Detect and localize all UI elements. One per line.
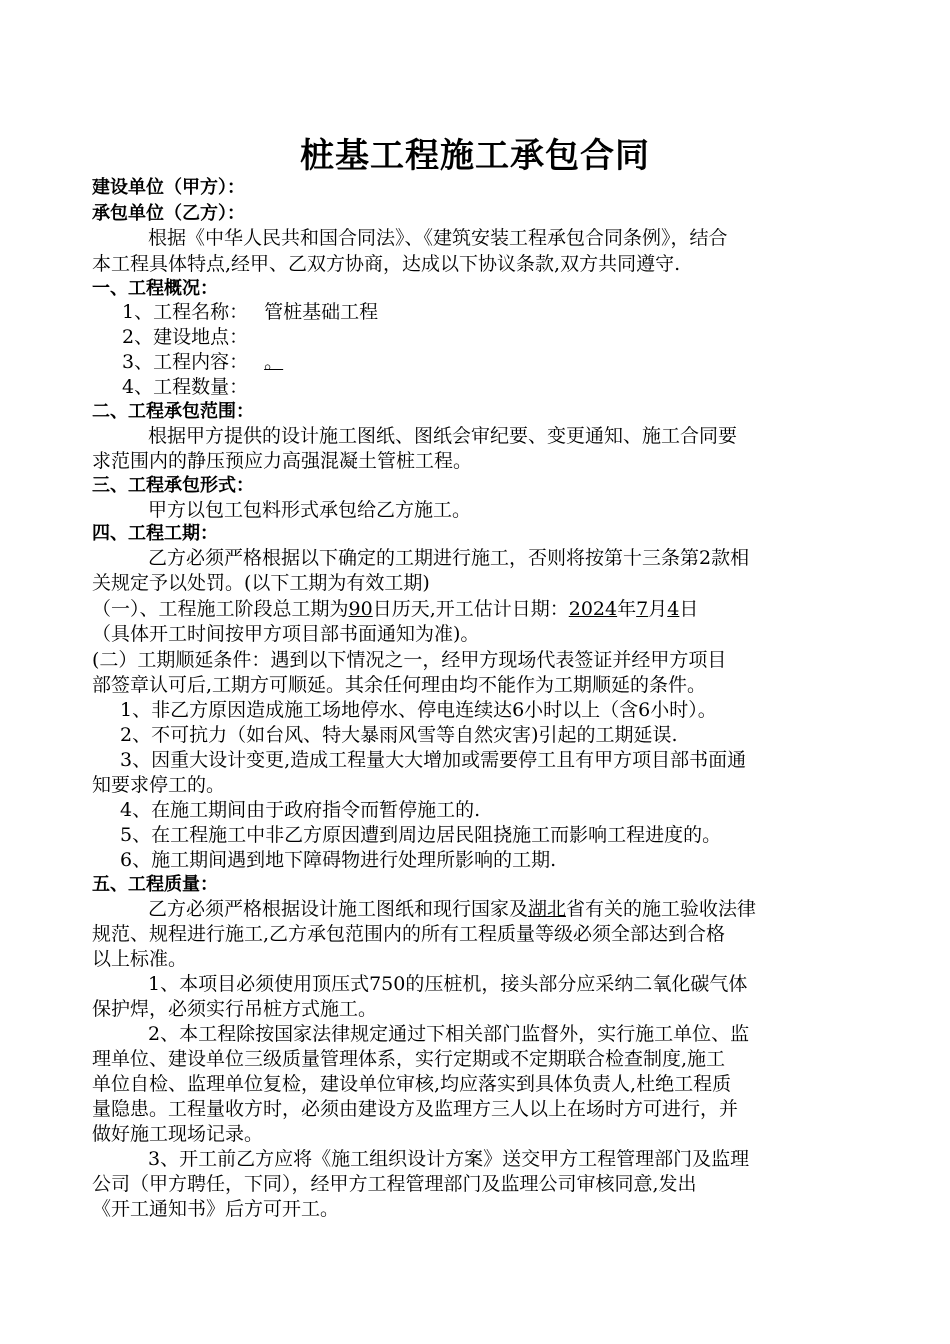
site-label: 2、建设地点： (122, 326, 249, 348)
paragraph-line: 规范、规程进行施工,乙方承包范围内的所有工程质量等级必须全部达到合格 (92, 923, 726, 945)
section-heading: 四、工程工期： (92, 523, 218, 544)
paragraph-line: 关规定予以处罚。(以下工期为有效工期) (92, 572, 430, 594)
intro-line: 根据《中华人民共和国合同法》、《建筑安装工程承包合同条例》，结合 (148, 227, 728, 249)
paragraph-line: 公司（甲方聘任，下同），经甲方工程管理部门及监理公司审核同意,发出 (92, 1173, 697, 1195)
paragraph-text: 乙方必须严格根据设计施工图纸和现行国家及 (148, 898, 529, 920)
unit-text: 月 (648, 598, 668, 620)
section-heading: 三、工程承包形式： (92, 475, 254, 496)
project-name-label: 1、工程名称： (122, 301, 249, 323)
total-days-value: 90 (348, 598, 373, 620)
quality-line (148, 897, 756, 921)
paragraph-line: 保护焊，必须实行吊桩方式施工。 (92, 998, 378, 1020)
paragraph-line: 3、开工前乙方应将《施工组织设计方案》送交甲方工程管理部门及监理 (148, 1148, 750, 1170)
start-day-value: 4 (667, 598, 680, 620)
schedule-text: （一）、工程施工阶段总工期为 (92, 598, 349, 620)
paragraph-line: 部签章认可后,工期方可顺延。其余任何理由均不能作为工期顺延的条件。 (92, 674, 707, 696)
unit-text: 日 (679, 598, 699, 620)
paragraph-line: 求范围内的静压预应力高强混凝土管桩工程。 (92, 450, 473, 472)
party-a-label: 建设单位（甲方）： (92, 177, 245, 198)
list-item: 1、非乙方原因造成施工场地停水、停电连续达6小时以上（含6小时）。 (120, 699, 717, 721)
list-item: 2、不可抗力（如台风、特大暴雨风雪等自然灾害)引起的工期延误. (120, 724, 678, 746)
content-value: 。 (264, 351, 284, 373)
start-month-value: 7 (636, 598, 649, 620)
content-row (122, 350, 283, 374)
section-heading: 一、工程概况： (92, 278, 218, 299)
quantity-label: 4、工程数量： (122, 376, 249, 398)
paragraph-text: 省有关的施工验收法律 (566, 898, 757, 920)
paragraph-line: 《开工通知书》后方可开工。 (92, 1198, 340, 1220)
document-title: 桩基工程施工承包合同 (300, 136, 650, 176)
province-value: 湖北 (528, 898, 567, 920)
paragraph-line: (二）工期顺延条件：遇到以下情况之一，经甲方现场代表签证并经甲方项目 (92, 649, 727, 671)
list-item-continued: 知要求停工的。 (92, 774, 226, 796)
unit-text: 年 (617, 598, 637, 620)
list-item: 4、在施工期间由于政府指令而暂停施工的. (120, 799, 481, 821)
paragraph-line: 量隐患。工程量收方时，必须由建设方及监理方三人以上在场时方可进行，并 (92, 1098, 739, 1120)
start-year-value: 2024 (568, 598, 618, 620)
paragraph-line: 理单位、建设单位三级质量管理体系，实行定期或不定期联合检查制度,施工 (92, 1048, 726, 1070)
schedule-text: 日历天,开工估计日期： (372, 598, 569, 620)
project-name-value: 管桩基础工程 (264, 301, 379, 323)
paragraph-line: 甲方以包工包料形式承包给乙方施工。 (148, 499, 472, 521)
section-heading: 五、工程质量： (92, 874, 218, 895)
schedule-line (92, 597, 698, 621)
section-heading: 二、工程承包范围： (92, 401, 254, 422)
paragraph-line: 2、本工程除按国家法律规定通过下相关部门监督外，实行施工单位、监 (148, 1023, 750, 1045)
paragraph-line: 做好施工现场记录。 (92, 1123, 264, 1145)
list-item: 5、在工程施工中非乙方原因遭到周边居民阻挠施工而影响工程进度的。 (120, 824, 722, 846)
paragraph-line: 以上标准。 (92, 948, 188, 970)
intro-line: 本工程具体特点,经甲、乙双方协商，达成以下协议条款,双方共同遵守. (92, 253, 681, 275)
list-item: 3、因重大设计变更,造成工程量大大增加或需要停工且有甲方项目部书面通 (120, 749, 747, 771)
project-name-row (122, 300, 378, 324)
list-item: 6、施工期间遇到地下障碍物进行处理所影响的工期. (120, 849, 557, 871)
party-b-label: 承包单位（乙方）： (92, 203, 245, 224)
paragraph-line: 1、本项目必须使用顶压式750的压桩机，接头部分应采纳二氧化碳气体 (148, 973, 748, 995)
paragraph-line: 乙方必须严格根据以下确定的工期进行施工，否则将按第十三条第2款相 (148, 547, 750, 569)
paragraph-line: 根据甲方提供的设计施工图纸、图纸会审纪要、变更通知、施工合同要 (148, 425, 738, 447)
paragraph-line: 单位自检、监理单位复检，建设单位审核,均应落实到具体负责人,杜绝工程质 (92, 1073, 732, 1095)
paragraph-line: （具体开工时间按甲方项目部书面通知为准)。 (92, 623, 480, 645)
content-label: 3、工程内容： (122, 351, 249, 373)
